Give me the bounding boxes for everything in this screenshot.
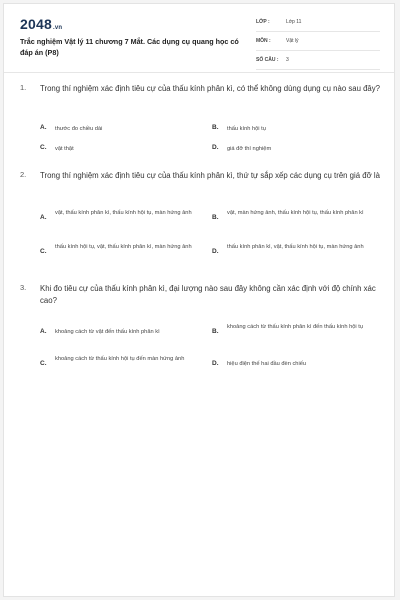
question-number: 2. [20, 170, 27, 179]
option-text: thước đo chiều dài [55, 126, 103, 132]
option-text: vật, màn hứng ảnh, thấu kính hội tụ, thấu kính phân kì [227, 210, 364, 216]
option-text: thấu kính hội tụ [227, 126, 266, 132]
meta-value: 3 [286, 57, 289, 63]
question-number: 1. [20, 83, 27, 92]
option-letter: B. [212, 328, 219, 335]
option-text: khoảng cách từ thấu kính hội tụ đến màn hứng ảnh [55, 356, 185, 362]
meta-label: LỚP : [256, 19, 270, 25]
document-page [3, 3, 395, 597]
site-logo[interactable] [20, 16, 62, 32]
meta-value: Lớp 11 [286, 19, 302, 25]
meta-row-subject [256, 37, 380, 51]
option-text: giá đỡ thí nghiệm [227, 146, 272, 152]
question-number: 3. [20, 283, 27, 292]
question-text: Trong thí nghiệm xác định tiêu cự của thấu kính phân kì, có thể không dùng dụng cụ nào sau đây? [40, 84, 380, 93]
option-text: hiệu điện thế hai đầu đèn chiếu [227, 361, 307, 367]
option-letter: B. [212, 214, 219, 221]
option-text: thấu kính hội tụ, vật, thấu kính phân kì, màn hứng ảnh [55, 244, 192, 250]
option-text: vật thật [55, 146, 74, 152]
option-letter: C. [40, 360, 47, 367]
option-letter: A. [40, 124, 47, 131]
meta-row-class [256, 18, 380, 32]
option-text: khoảng cách từ vật đến thấu kính phân kì [55, 329, 160, 335]
option-letter: D. [212, 360, 219, 367]
option-text: vật, thấu kính phân kì, thấu kính hội tụ, màn hứng ảnh [55, 210, 192, 216]
option-letter: B. [212, 124, 219, 131]
logo-text: 2048 [20, 16, 52, 32]
document-title: Trắc nghiệm Vật lý 11 chương 7 Mắt. Các dụng cụ quang học có đáp án (P8) [20, 37, 239, 57]
meta-label: MÔN : [256, 38, 271, 44]
meta-row-count [256, 56, 380, 70]
option-letter: D. [212, 248, 219, 255]
option-letter: D. [212, 144, 219, 151]
option-letter: C. [40, 248, 47, 255]
question-text: Trong thí nghiệm xác định tiêu cự của thấu kính phân kì, thứ tự sắp xếp các dụng cụ trên giá đỡ là [40, 171, 380, 180]
page-header [4, 4, 394, 73]
option-text: khoảng cách từ thấu kính phân kì đến thấu kính hội tụ [227, 324, 363, 330]
option-letter: C. [40, 144, 47, 151]
option-text: thấu kính phân kì, vật, thấu kính hội tụ, màn hứng ảnh [227, 244, 364, 250]
option-letter: A. [40, 214, 47, 221]
logo-suffix: .vn [52, 25, 63, 31]
question-text: Khi đo tiêu cự của thấu kính phân kì, đại lượng nào sau đây không cần xác định với độ chính xác cao? [40, 284, 376, 305]
option-letter: A. [40, 328, 47, 335]
meta-info [256, 18, 380, 75]
meta-value: Vật lý [286, 38, 299, 44]
meta-label: SỐ CÂU : [256, 57, 279, 63]
